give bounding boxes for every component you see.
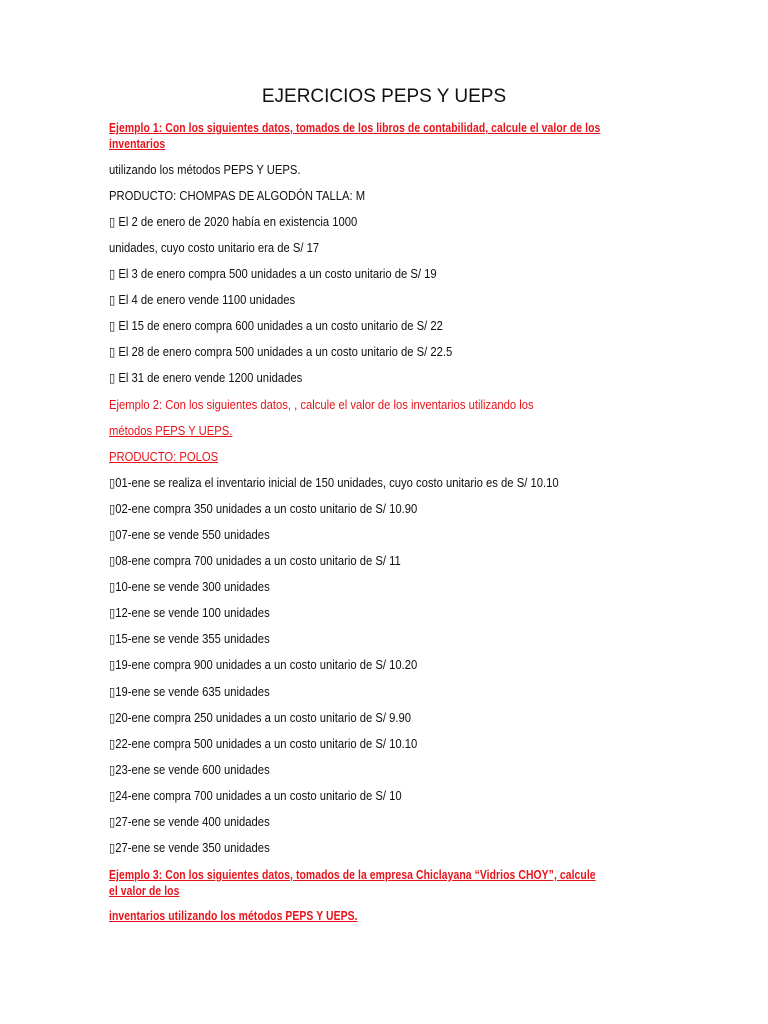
ejemplo2-line: ▯27-ene se vende 350 unidades [109,840,270,855]
ejemplo2-line: ▯20-ene compra 250 unidades a un costo unitario de S/ 9.90 [109,710,412,725]
ejemplo2-line: ▯02-ene compra 350 unidades a un costo unitario de S/ 10.90 [109,502,418,517]
ejemplo1-heading: inventarios [109,137,166,151]
ejemplo2-line: ▯19-ene se vende 635 unidades [109,684,270,699]
ejemplo3-heading: el valor de los [109,884,180,898]
ejemplo1-heading: Ejemplo 1: Con los siguientes datos, tomados de los libros de contabilidad, calcule el valor de los [109,121,601,135]
ejemplo2-heading: Ejemplo 2: Con los siguientes datos, , calcule el valor de los inventarios utilizando los [109,398,534,412]
ejemplo2-line: ▯27-ene se vende 400 unidades [109,814,270,829]
ejemplo1-line: ▯ El 15 de enero compra 600 unidades a un costo unitario de S/ 22 [109,319,443,333]
ejemplo1-line: ▯ El 28 de enero compra 500 unidades a un costo unitario de S/ 22.5 [109,345,453,359]
ejemplo1-line: ▯ El 31 de enero vende 1200 unidades [109,371,303,385]
ejemplo2-line: ▯23-ene se vende 600 unidades [109,762,270,777]
document-title: EJERCICIOS PEPS Y UEPS [261,86,507,107]
ejemplo1-line: PRODUCTO: CHOMPAS DE ALGODÓN TALLA: M [109,189,366,203]
ejemplo2-line: ▯15-ene se vende 355 unidades [109,632,270,647]
ejemplo2-line: ▯24-ene compra 700 unidades a un costo unitario de S/ 10 [109,788,402,803]
ejemplo2-line: ▯08-ene compra 700 unidades a un costo unitario de S/ 11 [109,554,401,569]
ejemplo2-line: ▯12-ene se vende 100 unidades [109,606,270,621]
ejemplo2-product: PRODUCTO: POLOS [109,450,219,464]
ejemplo2-line: ▯19-ene compra 900 unidades a un costo unitario de S/ 10.20 [109,658,418,673]
ejemplo3-heading: inventarios utilizando los métodos PEPS Y UEPS. [109,909,358,923]
ejemplo1-line: ▯ El 4 de enero vende 1100 unidades [109,293,296,307]
ejemplo2-line: ▯01-ene se realiza el inventario inicial de 150 unidades, cuyo costo unitario es de S/ 10.10 [109,476,559,490]
ejemplo2-line: ▯22-ene compra 500 unidades a un costo unitario de S/ 10.10 [109,736,418,751]
ejemplo1-line: ▯ El 2 de enero de 2020 había en existencia 1000 [109,215,358,229]
ejemplo2-line: ▯07-ene se vende 550 unidades [109,528,270,543]
ejemplo2-line: ▯10-ene se vende 300 unidades [109,580,270,595]
ejemplo1-line: utilizando los métodos PEPS Y UEPS. [109,163,301,177]
ejemplo1-line: unidades, cuyo costo unitario era de S/ 17 [109,241,320,255]
ejemplo1-line: ▯ El 3 de enero compra 500 unidades a un costo unitario de S/ 19 [109,267,437,281]
ejemplo3-heading: Ejemplo 3: Con los siguientes datos, tomados de la empresa Chiclayana “Vidrios CHOY”, calcule [109,868,596,882]
ejemplo2-heading: métodos PEPS Y UEPS. [109,424,233,438]
